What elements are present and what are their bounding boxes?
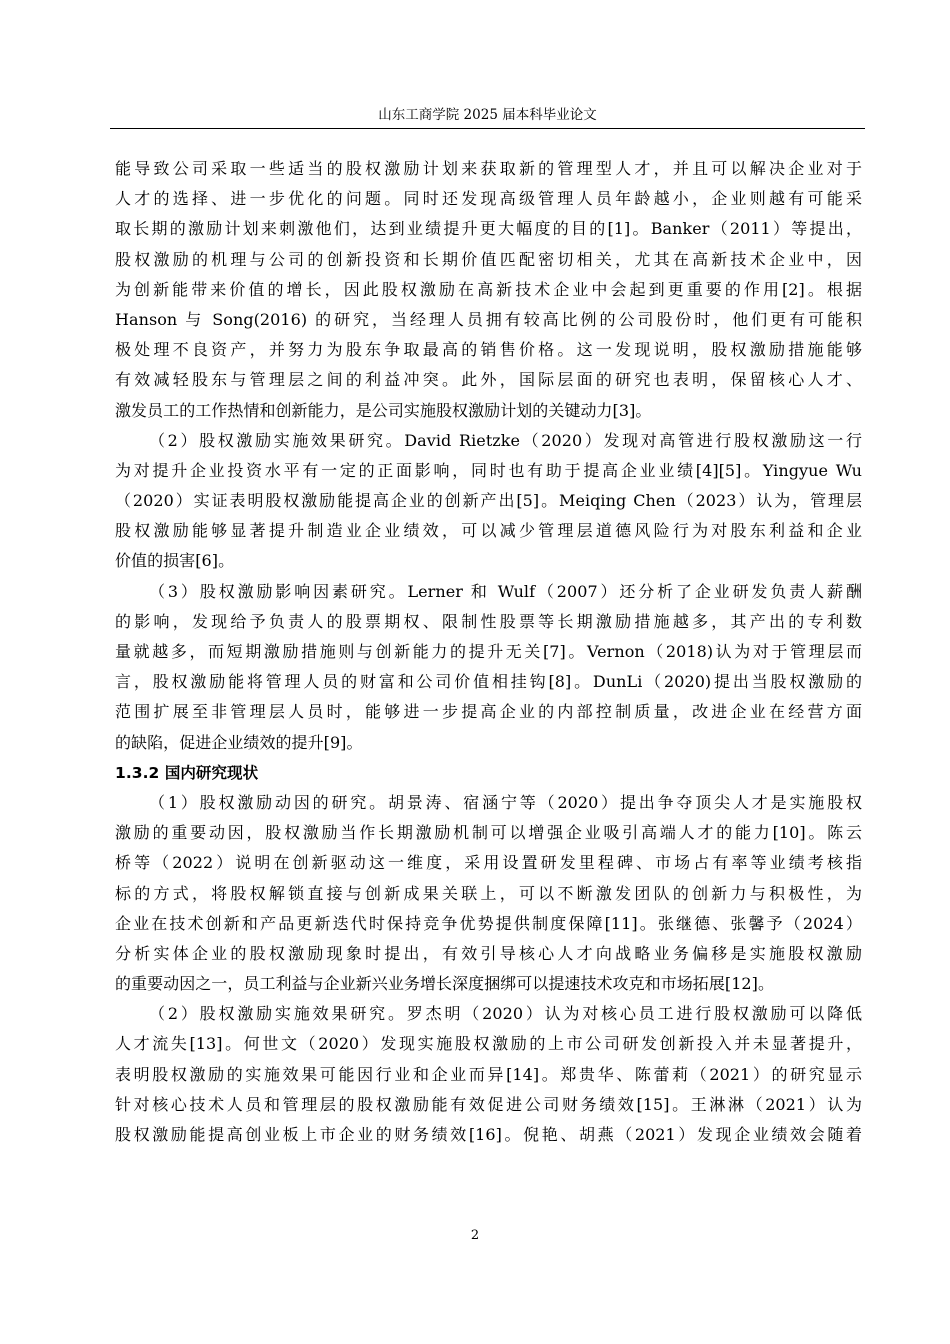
text-line: 股权激励的机理与公司的创新投资和长期价值匹配密切相关，尤其在高新技术企业中，因 xyxy=(115,249,862,269)
text-line: 的影响，发现给予负责人的股票期权、限制性股票等长期激励措施越多，其产出的专利数 xyxy=(115,611,862,631)
text-line: 价值的损害[6]。 xyxy=(115,551,235,571)
text-line: 能导致公司采取一些适当的股权激励计划来获取新的管理型人才，并且可以解决企业对于 xyxy=(115,159,862,178)
text-line: 言，股权激励能将管理人员的财富和公司价值相挂钩[8]。DunLi（2020)提出当股权激励的 xyxy=(115,672,862,692)
text-line: 股权激励能够显著提升制造业企业绩效，可以减少管理层道德风险行为对股东利益和企业 xyxy=(115,521,862,541)
body-text xyxy=(115,154,862,1150)
header-rule xyxy=(110,128,865,129)
text-line: 桥等（2022）说明在创新驱动这一维度，采用设置研发里程碑、市场占有率等业绩考核指 xyxy=(115,853,862,873)
text-line: 量就越多，而短期激励措施则与创新能力的提升无关[7]。Vernon（2018)认为对于管理层而 xyxy=(115,642,862,661)
text-line: Hanson 与 Song(2016) 的研究，当经理人员拥有较高比例的公司股份时，他们更有可能积 xyxy=(115,309,862,329)
text-line: 针对核心技术人员和管理层的股权激励能有效促进公司财务绩效[15]。王淋淋（2021）认为 xyxy=(115,1094,862,1114)
text-line: 激励的重要动因，股权激励当作长期激励机制可以增强企业吸引高端人才的能力[10]。陈云 xyxy=(115,823,862,843)
text-line: 为对提升企业投资水平有一定的正面影响，同时也有助于提高企业业绩[4][5]。Yingyue Wu xyxy=(115,460,862,480)
text-line: 有效减轻股东与管理层之间的利益冲突。此外，国际层面的研究也表明，保留核心人才、 xyxy=(115,370,862,390)
text-line: 人才的选择、进一步优化的问题。同时还发现高级管理人员年龄越小，企业则越有可能采 xyxy=(115,189,862,209)
text-line: 分析实体企业的股权激励现象时提出，有效引导核心人才向战略业务偏移是实施股权激励 xyxy=(115,943,862,963)
text-line: （2020）实证表明股权激励能提高企业的创新产出[5]。Meiqing Chen（2023）认为，管理层 xyxy=(115,491,862,511)
text-line: （3）股权激励影响因素研究。Lerner 和 Wulf（2007）还分析了企业研发负责人薪酬 xyxy=(149,581,862,601)
text-line: （2）股权激励实施效果研究。罗杰明（2020）认为对核心员工进行股权激励可以降低 xyxy=(149,1004,862,1024)
text-line: 人才流失[13]。何世文（2020）发现实施股权激励的上市公司研发创新投入并未显著提升， xyxy=(115,1034,862,1054)
text-line: （1）股权激励动因的研究。胡景涛、宿涵宁等（2020）提出争夺顶尖人才是实施股权 xyxy=(149,792,862,812)
text-line: 激发员工的工作热情和创新能力，是公司实施股权激励计划的关键动力[3]。 xyxy=(115,400,652,420)
text-line: （2）股权激励实施效果研究。David Rietzke（2020）发现对高管进行股权激励这一行 xyxy=(149,430,862,450)
text-line: 取长期的激励计划来刺激他们，达到业绩提升更大幅度的目的[1]。Banker（2011）等提出， xyxy=(115,219,862,239)
page-number: 2 xyxy=(470,1228,480,1243)
text-line: 的重要动因之一，员工利益与企业新兴业务增长深度捆绑可以提速技术攻克和市场拓展[12]。 xyxy=(115,974,774,994)
running-header: 山东工商学院 2025 届本科毕业论文 xyxy=(378,107,597,123)
text-line: 标的方式，将股权解锁直接与创新成果关联上，可以不断激发团队的创新力与积极性，为 xyxy=(115,883,862,903)
text-line: 范围扩展至非管理层人员时，能够进一步提高企业的内部控制质量，改进企业在经营方面 xyxy=(115,702,862,722)
text-line: 企业在技术创新和产品更新迭代时保持竞争优势提供制度保障[11]。张继德、张馨予（2024） xyxy=(115,913,862,933)
section-heading: 1.3.2 国内研究现状 xyxy=(115,763,259,782)
text-line: 股权激励能提高创业板上市企业的财务绩效[16]。倪艳、胡燕（2021）发现企业绩效会随着 xyxy=(115,1125,862,1144)
text-line: 的缺陷，促进企业绩效的提升[9]。 xyxy=(115,732,363,752)
text-line: 为创新能带来价值的增长，因此股权激励在高新技术企业中会起到更重要的作用[2]。根据 xyxy=(115,279,862,299)
text-line: 表明股权激励的实施效果可能因行业和企业而异[14]。郑贵华、陈蕾莉（2021）的研究显示 xyxy=(115,1064,862,1084)
text-line: 极处理不良资产，并努力为股东争取最高的销售价格。这一发现说明，股权激励措施能够 xyxy=(115,340,862,360)
